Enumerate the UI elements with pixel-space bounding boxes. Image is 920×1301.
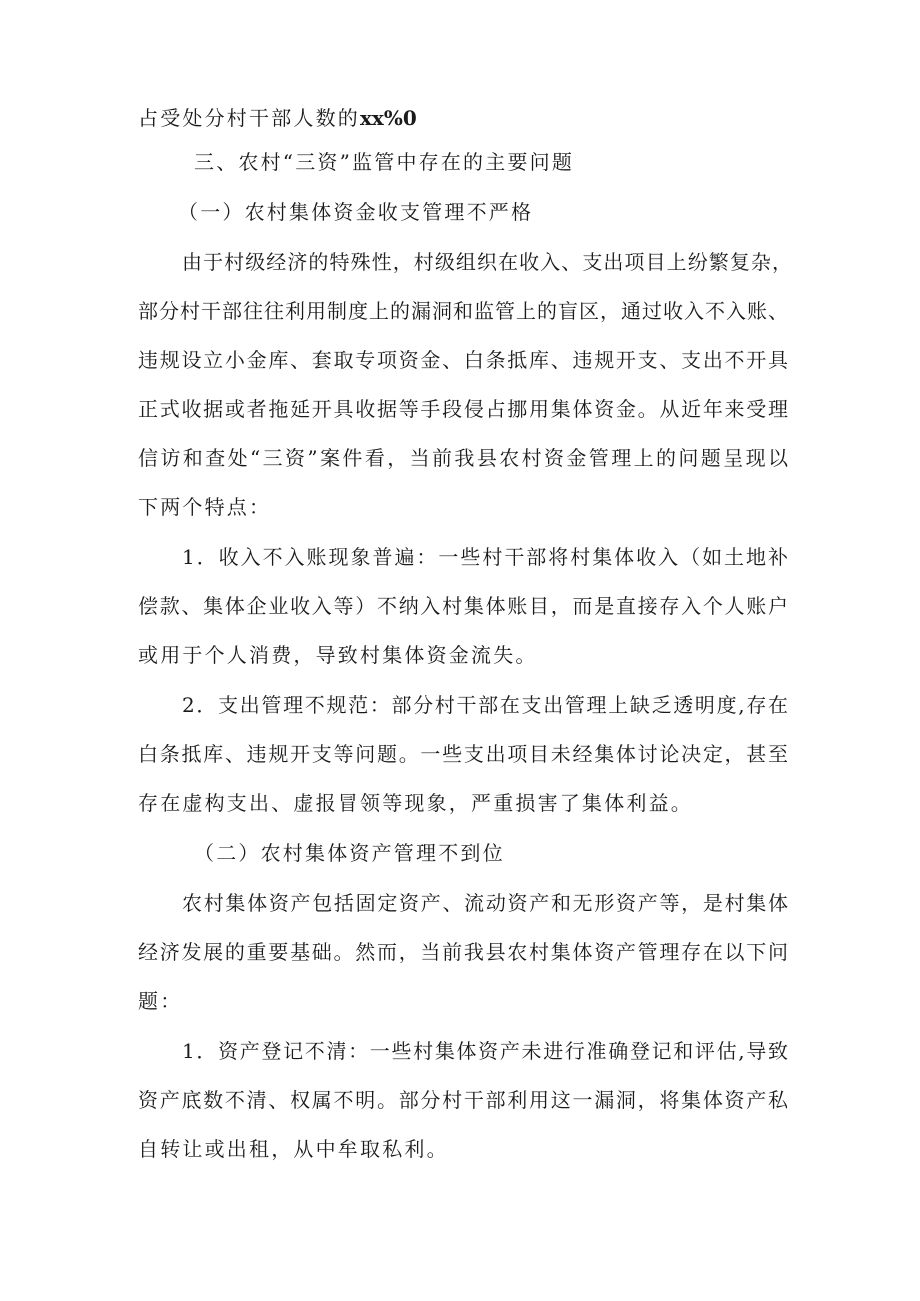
paragraph-line: 偿款、集体企业收入等）不纳入村集体账目，而是直接存入个人账户 bbox=[138, 594, 788, 618]
paragraph-line: 白条抵库、违规开支等问题。一些支出项目未经集体讨论决定，甚至 bbox=[138, 742, 788, 766]
paragraph-line: 农村集体资产包括固定资产、流动资产和无形资产等，是村集体 bbox=[182, 891, 788, 915]
paragraph-line: 存在虚构支出、虚报冒领等现象，严重损害了集体利益。 bbox=[138, 791, 693, 815]
subsection-heading: （二）农村集体资产管理不到位 bbox=[194, 841, 505, 865]
list-item-line: 2．支出管理不规范：部分村干部在支出管理上缺乏透明度,存在 bbox=[182, 693, 788, 717]
paragraph-line: 经济发展的重要基础。然而，当前我县农村集体资产管理存在以下问 bbox=[138, 940, 788, 964]
paragraph-line: 正式收据或者拖延开具收据等手段侵占挪用集体资金。从近年来受理 bbox=[138, 397, 788, 421]
paragraph-line: 题： bbox=[138, 989, 183, 1013]
list-item-line: 1．收入不入账现象普遍：一些村干部将村集体收入（如土地补 bbox=[182, 545, 788, 569]
paragraph-line bbox=[138, 103, 417, 133]
list-item-line: 1．资产登记不清：一些村集体资产未进行准确登记和评估,导致 bbox=[182, 1039, 788, 1063]
paragraph-line: 违规设立小金库、套取专项资金、白条抵库、违规开支、支出不开具 bbox=[138, 348, 788, 372]
paragraph-line: 信访和查处“三资”案件看，当前我县农村资金管理上的问题呈现以 bbox=[138, 446, 788, 470]
line-text: 占受处分村干部人数的 bbox=[138, 106, 360, 130]
paragraph-line: 部分村干部往往利用制度上的漏洞和监管上的盲区，通过收入不入账、 bbox=[138, 299, 788, 323]
paragraph-line: 资产底数不清、权属不明。部分村干部利用这一漏洞，将集体资产私 bbox=[138, 1088, 788, 1112]
section-heading: 三、农村“三资”监管中存在的主要问题 bbox=[194, 150, 575, 174]
paragraph-line: 或用于个人消费，导致村集体资金流失。 bbox=[138, 643, 538, 667]
paragraph-line: 由于村级经济的特殊性，村级组织在收入、支出项目上纷繁复杂， bbox=[182, 250, 792, 274]
paragraph-line: 自转让或出租，从中牟取私利。 bbox=[138, 1137, 449, 1161]
subsection-heading: （一）农村集体资金收支管理不严格 bbox=[178, 200, 534, 224]
paragraph-line: 下两个特点： bbox=[138, 495, 272, 519]
percentage-value: xx%0 bbox=[360, 106, 417, 130]
